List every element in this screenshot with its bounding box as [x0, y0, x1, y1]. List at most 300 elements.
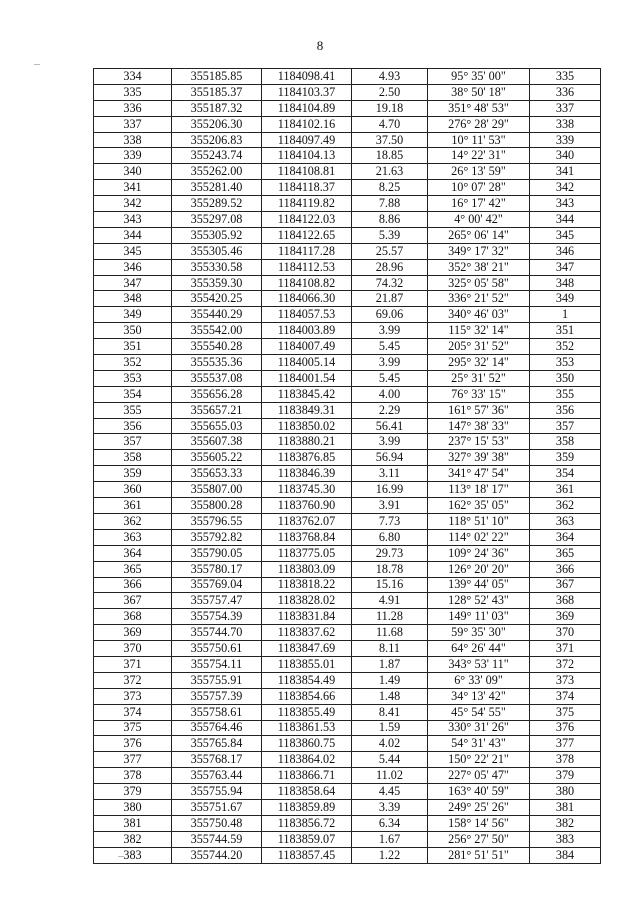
point-number-cell: 348: [94, 291, 172, 307]
point-number-cell: 351: [94, 339, 172, 355]
table-row: [94, 799, 601, 815]
direction-angle-cell: 256° 27' 50": [428, 831, 530, 847]
x-coordinate-cell: 355744.20: [172, 847, 262, 863]
point-number-cell: 352: [94, 355, 172, 371]
y-coordinate-cell: 1183860.75: [262, 736, 352, 752]
next-point-cell: 353: [530, 355, 601, 371]
direction-angle-cell: 38° 50' 18": [428, 84, 530, 100]
y-coordinate-cell: 1184007.49: [262, 339, 352, 355]
next-point-cell: 345: [530, 227, 601, 243]
x-coordinate-cell: 355656.28: [172, 386, 262, 402]
next-point-cell: 378: [530, 752, 601, 768]
point-number-cell: 336: [94, 100, 172, 116]
next-point-cell: 381: [530, 799, 601, 815]
y-coordinate-cell: 1184108.81: [262, 164, 352, 180]
next-point-cell: 376: [530, 720, 601, 736]
table-row: [94, 704, 601, 720]
next-point-cell: 356: [530, 402, 601, 418]
x-coordinate-cell: 355755.91: [172, 672, 262, 688]
x-coordinate-cell: 355187.32: [172, 100, 262, 116]
distance-cell: 16.99: [352, 482, 428, 498]
point-number-cell: 379: [94, 784, 172, 800]
distance-cell: 28.96: [352, 259, 428, 275]
direction-angle-cell: 162° 35' 05": [428, 498, 530, 514]
point-number-cell: 369: [94, 625, 172, 641]
direction-angle-cell: 115° 32' 14": [428, 323, 530, 339]
table-row: [94, 672, 601, 688]
direction-angle-cell: 25° 31' 52": [428, 370, 530, 386]
point-number-cell: 364: [94, 545, 172, 561]
y-coordinate-cell: 1184117.28: [262, 243, 352, 259]
point-number-cell: 371: [94, 656, 172, 672]
point-number-cell: 377: [94, 752, 172, 768]
distance-cell: 6.80: [352, 529, 428, 545]
table-row: [94, 609, 601, 625]
x-coordinate-cell: 355206.83: [172, 132, 262, 148]
table-row: [94, 831, 601, 847]
y-coordinate-cell: 1183859.07: [262, 831, 352, 847]
point-number-cell: 375: [94, 720, 172, 736]
x-coordinate-cell: 355305.46: [172, 243, 262, 259]
next-point-cell: 364: [530, 529, 601, 545]
next-point-cell: 357: [530, 418, 601, 434]
point-number-cell: 365: [94, 561, 172, 577]
y-coordinate-cell: 1184005.14: [262, 355, 352, 371]
direction-angle-cell: 349° 17' 32": [428, 243, 530, 259]
point-number-cell: 355: [94, 402, 172, 418]
point-number-cell: 337: [94, 116, 172, 132]
direction-angle-cell: 26° 13' 59": [428, 164, 530, 180]
y-coordinate-cell: 1183854.49: [262, 672, 352, 688]
direction-angle-cell: 34° 13' 42": [428, 688, 530, 704]
x-coordinate-cell: 355768.17: [172, 752, 262, 768]
distance-cell: 4.02: [352, 736, 428, 752]
direction-angle-cell: 128° 52' 43": [428, 593, 530, 609]
next-point-cell: 348: [530, 275, 601, 291]
distance-cell: 1.67: [352, 831, 428, 847]
point-number-cell: 360: [94, 482, 172, 498]
direction-angle-cell: 14° 22' 31": [428, 148, 530, 164]
next-point-cell: 365: [530, 545, 601, 561]
y-coordinate-cell: 1183831.84: [262, 609, 352, 625]
table-row: [94, 259, 601, 275]
direction-angle-cell: 113° 18' 17": [428, 482, 530, 498]
distance-cell: 1.48: [352, 688, 428, 704]
direction-angle-cell: 343° 53' 11": [428, 656, 530, 672]
next-point-cell: 369: [530, 609, 601, 625]
x-coordinate-cell: 355764.46: [172, 720, 262, 736]
direction-angle-cell: 163° 40' 59": [428, 784, 530, 800]
distance-cell: 3.11: [352, 466, 428, 482]
next-point-cell: 373: [530, 672, 601, 688]
point-number-cell: 346: [94, 259, 172, 275]
direction-angle-cell: 95° 35' 00": [428, 69, 530, 85]
direction-angle-cell: 205° 31' 52": [428, 339, 530, 355]
x-coordinate-cell: 355755.94: [172, 784, 262, 800]
direction-angle-cell: 340° 46' 03": [428, 307, 530, 323]
x-coordinate-cell: 355243.74: [172, 148, 262, 164]
x-coordinate-cell: 355780.17: [172, 561, 262, 577]
distance-cell: 15.16: [352, 577, 428, 593]
distance-cell: 4.45: [352, 784, 428, 800]
y-coordinate-cell: 1184066.30: [262, 291, 352, 307]
y-coordinate-cell: 1183847.69: [262, 641, 352, 657]
next-point-cell: 354: [530, 466, 601, 482]
next-point-cell: 362: [530, 498, 601, 514]
distance-cell: 7.73: [352, 513, 428, 529]
point-number-cell: 361: [94, 498, 172, 514]
direction-angle-cell: 158° 14' 56": [428, 815, 530, 831]
direction-angle-cell: 118° 51' 10": [428, 513, 530, 529]
next-point-cell: 351: [530, 323, 601, 339]
table-row: [94, 513, 601, 529]
x-coordinate-cell: 355537.08: [172, 370, 262, 386]
scan-mark: [34, 64, 40, 65]
y-coordinate-cell: 1183846.39: [262, 466, 352, 482]
distance-cell: 1.49: [352, 672, 428, 688]
distance-cell: 4.00: [352, 386, 428, 402]
direction-angle-cell: 351° 48' 53": [428, 100, 530, 116]
point-number-cell: 383: [94, 847, 172, 863]
next-point-cell: 383: [530, 831, 601, 847]
next-point-cell: 343: [530, 196, 601, 212]
x-coordinate-cell: 355800.28: [172, 498, 262, 514]
table-row: [94, 370, 601, 386]
y-coordinate-cell: 1184003.89: [262, 323, 352, 339]
distance-cell: 21.63: [352, 164, 428, 180]
x-coordinate-cell: 355657.21: [172, 402, 262, 418]
y-coordinate-cell: 1183818.22: [262, 577, 352, 593]
table-row: [94, 402, 601, 418]
table-row: [94, 529, 601, 545]
next-point-cell: 382: [530, 815, 601, 831]
direction-angle-cell: 341° 47' 54": [428, 466, 530, 482]
point-number-cell: 344: [94, 227, 172, 243]
x-coordinate-cell: 355262.00: [172, 164, 262, 180]
distance-cell: 74.32: [352, 275, 428, 291]
direction-angle-cell: 64° 26' 44": [428, 641, 530, 657]
point-number-cell: 362: [94, 513, 172, 529]
y-coordinate-cell: 1183762.07: [262, 513, 352, 529]
distance-cell: 21.87: [352, 291, 428, 307]
point-number-cell: 338: [94, 132, 172, 148]
point-number-cell: 370: [94, 641, 172, 657]
distance-cell: 2.50: [352, 84, 428, 100]
table-row: [94, 243, 601, 259]
next-point-cell: 352: [530, 339, 601, 355]
point-number-cell: 356: [94, 418, 172, 434]
x-coordinate-cell: 355757.47: [172, 593, 262, 609]
direction-angle-cell: 149° 11' 03": [428, 609, 530, 625]
direction-angle-cell: 150° 22' 21": [428, 752, 530, 768]
direction-angle-cell: 237° 15' 53": [428, 434, 530, 450]
next-point-cell: 377: [530, 736, 601, 752]
x-coordinate-cell: 355297.08: [172, 212, 262, 228]
point-number-cell: 343: [94, 212, 172, 228]
direction-angle-cell: 295° 32' 14": [428, 355, 530, 371]
table-row: [94, 768, 601, 784]
x-coordinate-cell: 355758.61: [172, 704, 262, 720]
distance-cell: 18.85: [352, 148, 428, 164]
y-coordinate-cell: 1183837.62: [262, 625, 352, 641]
x-coordinate-cell: 355750.61: [172, 641, 262, 657]
table-row: [94, 656, 601, 672]
direction-angle-cell: 352° 38' 21": [428, 259, 530, 275]
point-number-cell: 374: [94, 704, 172, 720]
table-row: [94, 688, 601, 704]
y-coordinate-cell: 1183850.02: [262, 418, 352, 434]
direction-angle-cell: 139° 44' 05": [428, 577, 530, 593]
distance-cell: 11.68: [352, 625, 428, 641]
y-coordinate-cell: 1184097.49: [262, 132, 352, 148]
table-row: [94, 307, 601, 323]
table-row: [94, 323, 601, 339]
next-point-cell: 375: [530, 704, 601, 720]
next-point-cell: 349: [530, 291, 601, 307]
next-point-cell: 350: [530, 370, 601, 386]
table-row: [94, 625, 601, 641]
y-coordinate-cell: 1183858.64: [262, 784, 352, 800]
x-coordinate-cell: 355540.28: [172, 339, 262, 355]
next-point-cell: 361: [530, 482, 601, 498]
distance-cell: 37.50: [352, 132, 428, 148]
x-coordinate-cell: 355744.59: [172, 831, 262, 847]
next-point-cell: 347: [530, 259, 601, 275]
x-coordinate-cell: 355807.00: [172, 482, 262, 498]
point-number-cell: 373: [94, 688, 172, 704]
table-row: [94, 100, 601, 116]
next-point-cell: 338: [530, 116, 601, 132]
distance-cell: 3.99: [352, 355, 428, 371]
y-coordinate-cell: 1183866.71: [262, 768, 352, 784]
x-coordinate-cell: 355765.84: [172, 736, 262, 752]
table-row: [94, 291, 601, 307]
table-row: [94, 84, 601, 100]
distance-cell: 3.99: [352, 434, 428, 450]
point-number-cell: 354: [94, 386, 172, 402]
direction-angle-cell: 10° 11' 53": [428, 132, 530, 148]
coordinates-table-body: [94, 69, 601, 864]
x-coordinate-cell: 355744.70: [172, 625, 262, 641]
distance-cell: 8.11: [352, 641, 428, 657]
point-number-cell: 382: [94, 831, 172, 847]
next-point-cell: 358: [530, 434, 601, 450]
x-coordinate-cell: 355330.58: [172, 259, 262, 275]
direction-angle-cell: 54° 31' 43": [428, 736, 530, 752]
table-row: [94, 482, 601, 498]
table-row: [94, 434, 601, 450]
point-number-cell: 350: [94, 323, 172, 339]
distance-cell: 25.57: [352, 243, 428, 259]
y-coordinate-cell: 1184104.89: [262, 100, 352, 116]
x-coordinate-cell: 355757.39: [172, 688, 262, 704]
y-coordinate-cell: 1184098.41: [262, 69, 352, 85]
y-coordinate-cell: 1183859.89: [262, 799, 352, 815]
table-row: [94, 498, 601, 514]
point-number-cell: 380: [94, 799, 172, 815]
y-coordinate-cell: 1184112.53: [262, 259, 352, 275]
direction-angle-cell: 227° 05' 47": [428, 768, 530, 784]
x-coordinate-cell: 355754.39: [172, 609, 262, 625]
next-point-cell: 367: [530, 577, 601, 593]
direction-angle-cell: 109° 24' 36": [428, 545, 530, 561]
distance-cell: 5.45: [352, 370, 428, 386]
table-row: [94, 450, 601, 466]
y-coordinate-cell: 1183803.09: [262, 561, 352, 577]
page-number: 8: [316, 38, 324, 53]
distance-cell: 56.94: [352, 450, 428, 466]
next-point-cell: 335: [530, 69, 601, 85]
table-row: [94, 132, 601, 148]
point-number-cell: 376: [94, 736, 172, 752]
y-coordinate-cell: 1184104.13: [262, 148, 352, 164]
point-number-cell: 349: [94, 307, 172, 323]
x-coordinate-cell: 355420.25: [172, 291, 262, 307]
y-coordinate-cell: 1183857.45: [262, 847, 352, 863]
distance-cell: 1.59: [352, 720, 428, 736]
table-row: [94, 466, 601, 482]
table-row: [94, 339, 601, 355]
point-number-cell: 342: [94, 196, 172, 212]
y-coordinate-cell: 1183745.30: [262, 482, 352, 498]
y-coordinate-cell: 1183876.85: [262, 450, 352, 466]
direction-angle-cell: 276° 28' 29": [428, 116, 530, 132]
direction-angle-cell: 336° 21' 52": [428, 291, 530, 307]
next-point-cell: 337: [530, 100, 601, 116]
y-coordinate-cell: 1184103.37: [262, 84, 352, 100]
distance-cell: 3.91: [352, 498, 428, 514]
x-coordinate-cell: 355751.67: [172, 799, 262, 815]
y-coordinate-cell: 1184122.03: [262, 212, 352, 228]
x-coordinate-cell: 355305.92: [172, 227, 262, 243]
distance-cell: 4.70: [352, 116, 428, 132]
y-coordinate-cell: 1183849.31: [262, 402, 352, 418]
direction-angle-cell: 4° 00' 42": [428, 212, 530, 228]
distance-cell: 5.45: [352, 339, 428, 355]
x-coordinate-cell: 355754.11: [172, 656, 262, 672]
direction-angle-cell: 161° 57' 36": [428, 402, 530, 418]
distance-cell: 69.06: [352, 307, 428, 323]
next-point-cell: 339: [530, 132, 601, 148]
y-coordinate-cell: 1183861.53: [262, 720, 352, 736]
direction-angle-cell: 325° 05' 58": [428, 275, 530, 291]
table-row: [94, 227, 601, 243]
direction-angle-cell: 281° 51' 51": [428, 847, 530, 863]
direction-angle-cell: 16° 17' 42": [428, 196, 530, 212]
point-number-cell: 359: [94, 466, 172, 482]
y-coordinate-cell: 1183880.21: [262, 434, 352, 450]
y-coordinate-cell: 1184108.82: [262, 275, 352, 291]
next-point-cell: 380: [530, 784, 601, 800]
y-coordinate-cell: 1183828.02: [262, 593, 352, 609]
next-point-cell: 342: [530, 180, 601, 196]
table-row: [94, 720, 601, 736]
x-coordinate-cell: 355796.55: [172, 513, 262, 529]
direction-angle-cell: 147° 38' 33": [428, 418, 530, 434]
table-row: [94, 196, 601, 212]
y-coordinate-cell: 1183856.72: [262, 815, 352, 831]
x-coordinate-cell: 355655.03: [172, 418, 262, 434]
direction-angle-cell: 59° 35' 30": [428, 625, 530, 641]
table-row: [94, 752, 601, 768]
table-row: [94, 212, 601, 228]
x-coordinate-cell: 355653.33: [172, 466, 262, 482]
point-number-cell: 372: [94, 672, 172, 688]
x-coordinate-cell: 355185.37: [172, 84, 262, 100]
next-point-cell: 341: [530, 164, 601, 180]
distance-cell: 11.02: [352, 768, 428, 784]
distance-cell: 4.93: [352, 69, 428, 85]
next-point-cell: 363: [530, 513, 601, 529]
direction-angle-cell: 265° 06' 14": [428, 227, 530, 243]
point-number-cell: 335: [94, 84, 172, 100]
x-coordinate-cell: 355359.30: [172, 275, 262, 291]
y-coordinate-cell: 1184102.16: [262, 116, 352, 132]
next-point-cell: 379: [530, 768, 601, 784]
next-point-cell: 344: [530, 212, 601, 228]
table-row: [94, 736, 601, 752]
distance-cell: 7.88: [352, 196, 428, 212]
distance-cell: 8.86: [352, 212, 428, 228]
point-number-cell: 381: [94, 815, 172, 831]
table-row: [94, 847, 601, 863]
table-row: [94, 561, 601, 577]
table-row: [94, 355, 601, 371]
next-point-cell: 366: [530, 561, 601, 577]
table-row: [94, 593, 601, 609]
point-number-cell: 366: [94, 577, 172, 593]
x-coordinate-cell: 355281.40: [172, 180, 262, 196]
x-coordinate-cell: 355769.04: [172, 577, 262, 593]
next-point-cell: 340: [530, 148, 601, 164]
table-row: [94, 69, 601, 85]
x-coordinate-cell: 355790.05: [172, 545, 262, 561]
distance-cell: 6.34: [352, 815, 428, 831]
y-coordinate-cell: 1183760.90: [262, 498, 352, 514]
point-number-cell: 363: [94, 529, 172, 545]
x-coordinate-cell: 355605.22: [172, 450, 262, 466]
point-number-cell: 378: [94, 768, 172, 784]
next-point-cell: 346: [530, 243, 601, 259]
distance-cell: 8.41: [352, 704, 428, 720]
point-number-cell: 358: [94, 450, 172, 466]
direction-angle-cell: 45° 54' 55": [428, 704, 530, 720]
table-row: [94, 641, 601, 657]
next-point-cell: 374: [530, 688, 601, 704]
y-coordinate-cell: 1183864.02: [262, 752, 352, 768]
y-coordinate-cell: 1183775.05: [262, 545, 352, 561]
point-number-cell: 339: [94, 148, 172, 164]
next-point-cell: 370: [530, 625, 601, 641]
direction-angle-cell: 249° 25' 26": [428, 799, 530, 815]
direction-angle-cell: 114° 02' 22": [428, 529, 530, 545]
distance-cell: 5.44: [352, 752, 428, 768]
distance-cell: 1.22: [352, 847, 428, 863]
point-number-cell: 341: [94, 180, 172, 196]
y-coordinate-cell: 1183768.84: [262, 529, 352, 545]
point-number-cell: 340: [94, 164, 172, 180]
direction-angle-cell: 327° 39' 38": [428, 450, 530, 466]
x-coordinate-cell: 355535.36: [172, 355, 262, 371]
table-row: [94, 815, 601, 831]
x-coordinate-cell: 355440.29: [172, 307, 262, 323]
coordinates-table: [93, 68, 601, 864]
table-row: [94, 148, 601, 164]
table-row: [94, 180, 601, 196]
y-coordinate-cell: 1184118.37: [262, 180, 352, 196]
distance-cell: 3.39: [352, 799, 428, 815]
distance-cell: 2.29: [352, 402, 428, 418]
